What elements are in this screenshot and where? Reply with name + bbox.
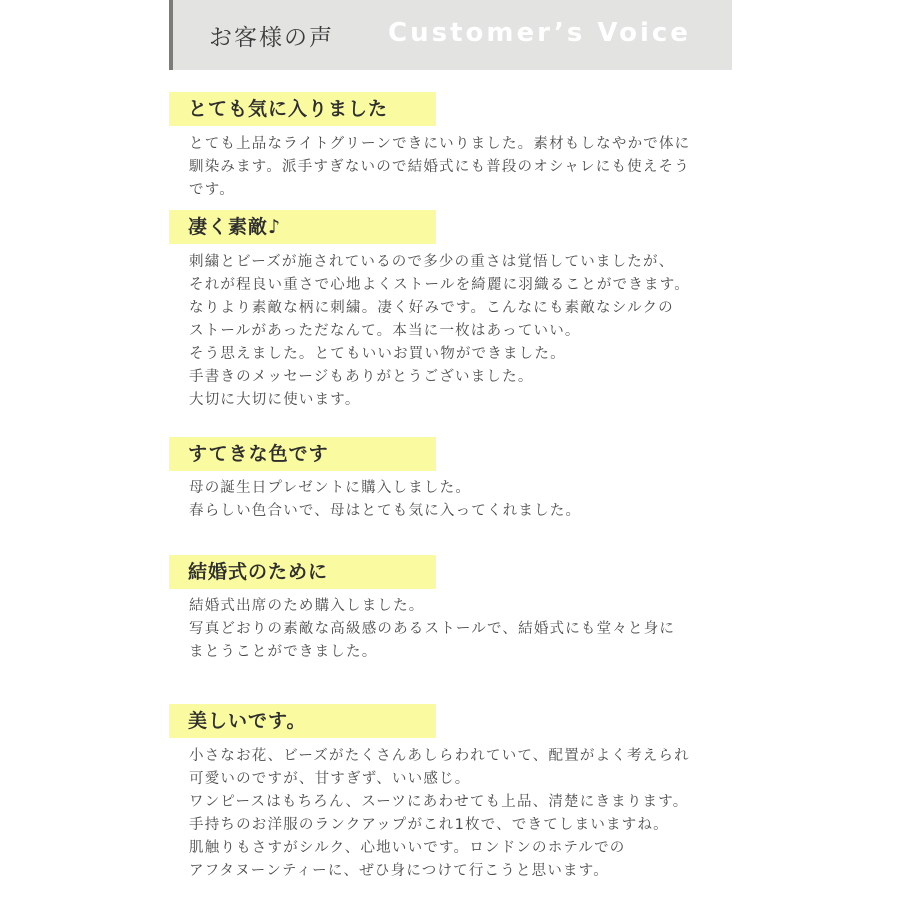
section-header <box>169 0 732 70</box>
review-text: 刺繍とビーズが施されているので多少の重さは覚悟していましたが、 それが程良い重さで心地よくストールを綺麗に羽織ることができます。 なりより素敵な柄に刺繍。凄く好みです。こんなにも素敵なシルクの ストールがあっただなんて。本当に一枚はあっていい。 そう思えました。とてもいいお買い物ができました。 手書きのメッセージもありがとうございました。 大切に大切に使います。 <box>189 254 690 408</box>
header-title-en: Customer’s Voice <box>388 18 691 48</box>
review-title: 美しいです。 <box>169 704 436 738</box>
review-text: 小さなお花、ビーズがたくさんあしらわれていて、配置がよく考えられ 可愛いのですが、甘すぎず、いい感じ。 ワンピースはもちろん、スーツにあわせても上品、清楚にきまります。 手持ちのお洋服のランクアップがこれ1枚で、できてしまいますね。 肌触りもさすがシルク、心地いいです。ロンドンのホテルでの アフタヌーンティーに、ぜひ身につけて行こうと思います。 <box>189 748 690 879</box>
review-title: 結婚式のために <box>169 555 436 589</box>
header-title-jp: お客様の声 <box>209 25 334 51</box>
review-title: とても気に入りました <box>169 92 436 126</box>
review-text: とても上品なライトグリーンできにいりました。素材もしなやかで体に 馴染みます。派手すぎないので結婚式にも普段のオシャレにも使えそう です。 <box>189 136 691 198</box>
review-title: 凄く素敵♪ <box>169 210 436 244</box>
review-text: 結婚式出席のため購入しました。 写真どおりの素敵な高級感のあるストールで、結婚式にも堂々と身に まとうことができました。 <box>189 598 676 660</box>
review-title: すてきな色です <box>169 437 436 471</box>
review-text: 母の誕生日プレゼントに購入しました。 春らしい色合いで、母はとても気に入ってくれました。 <box>189 480 582 519</box>
